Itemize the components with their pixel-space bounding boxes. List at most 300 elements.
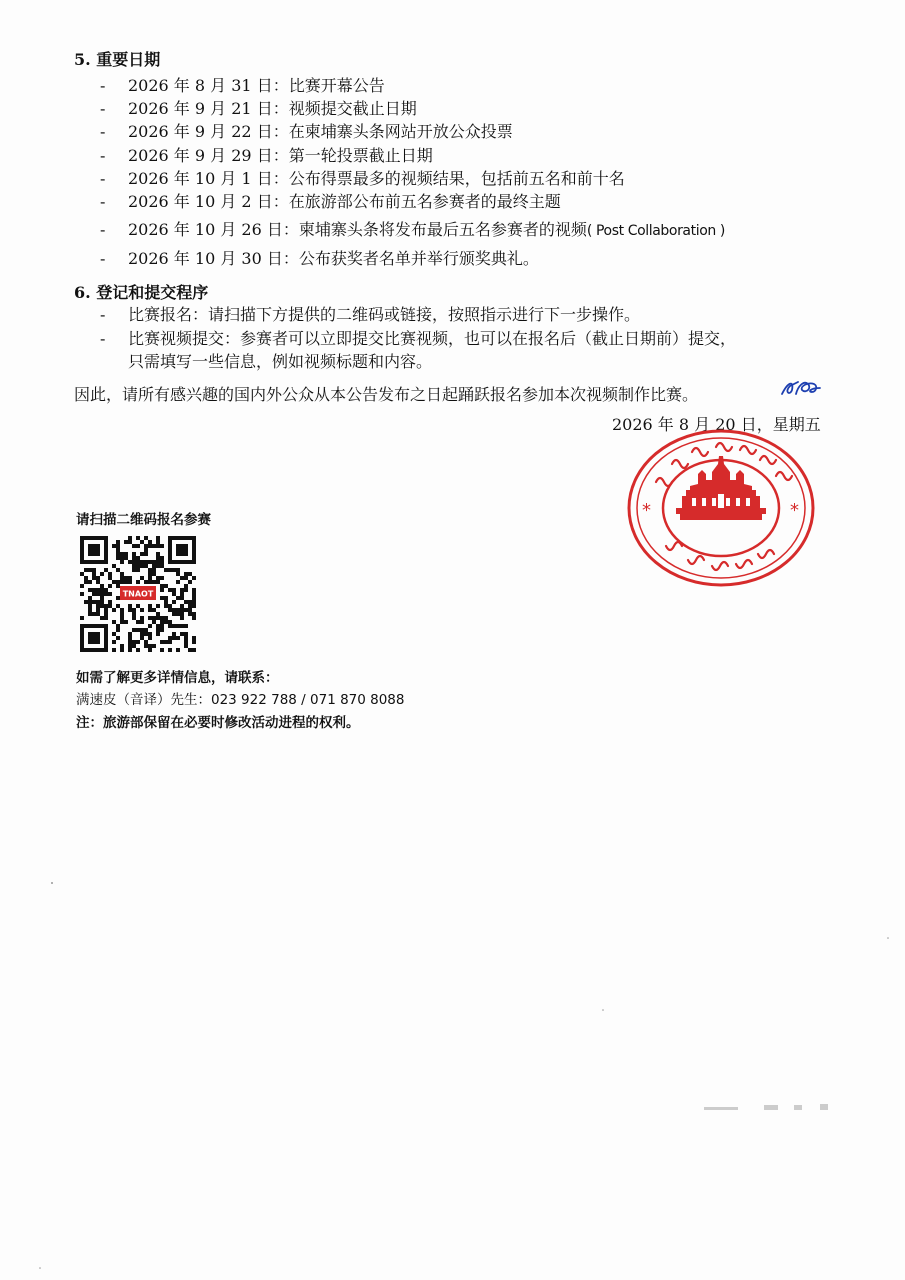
qr-module bbox=[148, 544, 152, 548]
qr-module bbox=[184, 624, 188, 628]
bullet-dash: - bbox=[100, 122, 106, 141]
qr-module bbox=[120, 552, 124, 556]
qr-module bbox=[152, 644, 156, 648]
qr-module bbox=[180, 588, 184, 592]
qr-module bbox=[124, 552, 128, 556]
qr-module bbox=[176, 568, 180, 572]
qr-module bbox=[128, 644, 132, 648]
qr-module bbox=[88, 608, 92, 612]
qr-module bbox=[104, 592, 108, 596]
qr-module bbox=[168, 620, 172, 624]
qr-module bbox=[188, 580, 192, 584]
qr-module bbox=[160, 628, 164, 632]
qr-module bbox=[176, 580, 180, 584]
qr-module bbox=[104, 616, 108, 620]
qr-module bbox=[140, 560, 144, 564]
qr-module bbox=[156, 604, 160, 608]
bullet-dash: - bbox=[100, 76, 106, 95]
qr-module bbox=[96, 600, 100, 604]
qr-module bbox=[132, 640, 136, 644]
qr-module bbox=[140, 564, 144, 568]
qr-module bbox=[120, 576, 124, 580]
qr-module bbox=[80, 572, 84, 576]
qr-module bbox=[136, 544, 140, 548]
qr-module bbox=[116, 580, 120, 584]
qr-module bbox=[136, 536, 140, 540]
qr-module bbox=[176, 624, 180, 628]
qr-module bbox=[164, 640, 168, 644]
qr-module bbox=[104, 612, 108, 616]
qr-module bbox=[120, 644, 124, 648]
qr-module bbox=[104, 568, 108, 572]
qr-module bbox=[184, 644, 188, 648]
qr-module bbox=[116, 552, 120, 556]
qr-module bbox=[140, 616, 144, 620]
qr-module bbox=[156, 580, 160, 584]
qr-module bbox=[140, 552, 144, 556]
qr-module bbox=[192, 588, 196, 592]
qr-module bbox=[124, 576, 128, 580]
qr-module bbox=[168, 648, 172, 652]
qr-module bbox=[140, 608, 144, 612]
qr-module bbox=[84, 600, 88, 604]
qr-module bbox=[84, 580, 88, 584]
qr-module bbox=[144, 564, 148, 568]
qr-module bbox=[108, 584, 112, 588]
qr-module bbox=[112, 648, 116, 652]
qr-module bbox=[148, 632, 152, 636]
qr-module bbox=[172, 624, 176, 628]
qr-module bbox=[160, 620, 164, 624]
qr-module bbox=[104, 588, 108, 592]
qr-module bbox=[128, 640, 132, 644]
qr-module bbox=[148, 580, 152, 584]
procedure-item: 比赛报名：请扫描下方提供的二维码或链接，按照指示进行下一步操作。 bbox=[128, 305, 641, 324]
qr-module bbox=[164, 616, 168, 620]
qr-module bbox=[84, 568, 88, 572]
qr-module bbox=[192, 636, 196, 640]
qr-module bbox=[148, 644, 152, 648]
qr-module bbox=[116, 548, 120, 552]
qr-module bbox=[96, 608, 100, 612]
qr-module bbox=[100, 584, 104, 588]
qr-module bbox=[160, 556, 164, 560]
qr-module bbox=[120, 572, 124, 576]
qr-module bbox=[184, 572, 188, 576]
qr-module bbox=[140, 636, 144, 640]
qr-module bbox=[176, 612, 180, 616]
svg-text:*: * bbox=[790, 500, 799, 521]
qr-module bbox=[112, 632, 116, 636]
qr-module bbox=[96, 604, 100, 608]
qr-module bbox=[132, 560, 136, 564]
qr-module bbox=[96, 612, 100, 616]
qr-module bbox=[172, 600, 176, 604]
qr-module bbox=[128, 636, 132, 640]
qr-module bbox=[172, 568, 176, 572]
qr-module bbox=[156, 576, 160, 580]
qr-logo-text: TNAOT bbox=[122, 589, 154, 599]
qr-module bbox=[148, 568, 152, 572]
qr-module bbox=[172, 612, 176, 616]
qr-module bbox=[172, 608, 176, 612]
bullet-dash: - bbox=[100, 192, 106, 211]
date-item: 2026 年 9 月 22 日：在柬埔寨头条网站开放公众投票 bbox=[128, 122, 513, 141]
qr-module bbox=[116, 544, 120, 548]
qr-module bbox=[140, 632, 144, 636]
qr-module bbox=[100, 596, 104, 600]
qr-module bbox=[128, 632, 132, 636]
qr-module bbox=[92, 612, 96, 616]
qr-module bbox=[192, 640, 196, 644]
qr-module bbox=[156, 552, 160, 556]
qr-module bbox=[148, 636, 152, 640]
qr-module bbox=[132, 608, 136, 612]
qr-module bbox=[120, 648, 124, 652]
qr-module bbox=[120, 560, 124, 564]
qr-module bbox=[156, 616, 160, 620]
qr-module bbox=[136, 628, 140, 632]
qr-module bbox=[152, 568, 156, 572]
qr-module bbox=[168, 636, 172, 640]
qr-module bbox=[144, 628, 148, 632]
qr-module bbox=[96, 576, 100, 580]
qr-module bbox=[136, 640, 140, 644]
qr-module bbox=[164, 596, 168, 600]
date-item: 2026 年 8 月 31 日：比赛开幕公告 bbox=[128, 76, 385, 95]
qr-module bbox=[144, 632, 148, 636]
qr-module bbox=[128, 576, 132, 580]
qr-module bbox=[148, 616, 152, 620]
qr-module bbox=[148, 608, 152, 612]
qr-module bbox=[124, 556, 128, 560]
qr-module bbox=[184, 584, 188, 588]
date-item bbox=[128, 219, 725, 242]
qr-module bbox=[116, 568, 120, 572]
qr-module bbox=[164, 604, 168, 608]
qr-code-image bbox=[78, 534, 198, 654]
qr-module bbox=[116, 636, 120, 640]
qr-module bbox=[84, 576, 88, 580]
stamp-seal bbox=[626, 428, 816, 588]
date-item: 2026 年 10 月 1 日：公布得票最多的视频结果，包括前五名和前十名 bbox=[128, 169, 625, 188]
qr-module bbox=[128, 604, 132, 608]
qr-module bbox=[148, 604, 152, 608]
qr-module bbox=[160, 560, 164, 564]
qr-module bbox=[112, 620, 116, 624]
qr-module bbox=[180, 604, 184, 608]
qr-module bbox=[112, 608, 116, 612]
qr-module bbox=[168, 640, 172, 644]
qr-module bbox=[176, 572, 180, 576]
date-item: 2026 年 10 月 30 日：公布获奖者名单并举行颁奖典礼。 bbox=[128, 249, 539, 268]
qr-module bbox=[168, 604, 172, 608]
qr-module bbox=[148, 572, 152, 576]
qr-module bbox=[160, 584, 164, 588]
qr-module bbox=[160, 624, 164, 628]
qr-module bbox=[112, 544, 116, 548]
qr-module bbox=[156, 612, 160, 616]
qr-module bbox=[96, 580, 100, 584]
qr-module bbox=[132, 544, 136, 548]
qr-module bbox=[148, 576, 152, 580]
qr-module bbox=[88, 612, 92, 616]
qr-module bbox=[148, 648, 152, 652]
qr-module bbox=[128, 560, 132, 564]
qr-module bbox=[164, 600, 168, 604]
qr-module bbox=[172, 636, 176, 640]
qr-module bbox=[108, 604, 112, 608]
signature bbox=[778, 374, 824, 400]
qr-module bbox=[96, 592, 100, 596]
qr-module bbox=[140, 540, 144, 544]
qr-label: 请扫描二维码报名参赛 bbox=[76, 512, 211, 528]
qr-module bbox=[136, 560, 140, 564]
document-date: 2026 年 8 月 20 日，星期五 bbox=[612, 415, 821, 434]
qr-module bbox=[160, 564, 164, 568]
qr-module bbox=[124, 540, 128, 544]
qr-module bbox=[160, 648, 164, 652]
qr-module bbox=[152, 572, 156, 576]
qr-module bbox=[116, 628, 120, 632]
date-item: 2026 年 10 月 2 日：在旅游部公布前五名参赛者的最终主题 bbox=[128, 192, 561, 211]
qr-module bbox=[88, 588, 92, 592]
qr-module bbox=[88, 604, 92, 608]
qr-module bbox=[120, 556, 124, 560]
qr-module bbox=[156, 564, 160, 568]
qr-module bbox=[172, 588, 176, 592]
qr-module bbox=[180, 632, 184, 636]
qr-module bbox=[120, 580, 124, 584]
qr-module bbox=[152, 560, 156, 564]
qr-module bbox=[136, 648, 140, 652]
qr-module bbox=[136, 556, 140, 560]
qr-module bbox=[124, 580, 128, 584]
qr-module bbox=[92, 568, 96, 572]
date-item: 2026 年 9 月 29 日：第一轮投票截止日期 bbox=[128, 146, 433, 165]
qr-module bbox=[128, 580, 132, 584]
qr-module bbox=[168, 608, 172, 612]
qr-module bbox=[172, 592, 176, 596]
qr-module bbox=[116, 540, 120, 544]
qr-module bbox=[116, 624, 120, 628]
svg-text:*: * bbox=[642, 500, 651, 521]
qr-module bbox=[192, 604, 196, 608]
qr-module bbox=[104, 604, 108, 608]
qr-module bbox=[108, 576, 112, 580]
official-stamp bbox=[626, 428, 816, 588]
qr-module bbox=[100, 616, 104, 620]
qr-module bbox=[148, 540, 152, 544]
qr-module bbox=[184, 636, 188, 640]
qr-module bbox=[132, 612, 136, 616]
bullet-dash: - bbox=[100, 305, 106, 324]
qr-module bbox=[156, 628, 160, 632]
post-collaboration-note: ( Post Collaboration ) bbox=[586, 223, 725, 239]
qr-module bbox=[116, 584, 120, 588]
qr-module bbox=[116, 596, 120, 600]
qr-module bbox=[180, 624, 184, 628]
qr-module bbox=[140, 576, 144, 580]
qr-module bbox=[188, 604, 192, 608]
section-6-heading: 6. 登记和提交程序 bbox=[74, 283, 209, 302]
date-item: 2026 年 9 月 21 日：视频提交截止日期 bbox=[128, 99, 417, 118]
qr-module bbox=[148, 624, 152, 628]
bullet-dash: - bbox=[100, 329, 106, 348]
qr-module bbox=[100, 592, 104, 596]
qr-code[interactable] bbox=[78, 534, 198, 654]
qr-module bbox=[92, 592, 96, 596]
qr-module bbox=[100, 600, 104, 604]
bullet-dash: - bbox=[100, 249, 106, 268]
qr-module bbox=[192, 616, 196, 620]
qr-module bbox=[192, 648, 196, 652]
qr-module bbox=[132, 568, 136, 572]
qr-module bbox=[168, 624, 172, 628]
qr-module bbox=[116, 604, 120, 608]
qr-module bbox=[92, 576, 96, 580]
qr-module bbox=[152, 544, 156, 548]
qr-module bbox=[152, 580, 156, 584]
qr-module bbox=[188, 648, 192, 652]
procedure-item-continued: 只需填写一些信息，例如视频标题和内容。 bbox=[128, 352, 433, 371]
qr-module bbox=[184, 600, 188, 604]
qr-module bbox=[160, 616, 164, 620]
qr-module bbox=[184, 632, 188, 636]
qr-module bbox=[116, 556, 120, 560]
qr-module bbox=[136, 580, 140, 584]
qr-module bbox=[160, 588, 164, 592]
qr-module bbox=[128, 540, 132, 544]
qr-module bbox=[100, 572, 104, 576]
qr-module bbox=[144, 536, 148, 540]
qr-module bbox=[180, 576, 184, 580]
qr-module bbox=[148, 560, 152, 564]
qr-module bbox=[164, 584, 168, 588]
qr-module bbox=[156, 536, 160, 540]
qr-module bbox=[164, 568, 168, 572]
qr-module bbox=[88, 596, 92, 600]
qr-module bbox=[88, 580, 92, 584]
qr-module bbox=[132, 616, 136, 620]
qr-module bbox=[192, 600, 196, 604]
bullet-dash: - bbox=[100, 220, 106, 239]
qr-module bbox=[160, 576, 164, 580]
qr-module bbox=[152, 620, 156, 624]
qr-module bbox=[156, 540, 160, 544]
qr-module bbox=[188, 572, 192, 576]
qr-module bbox=[160, 596, 164, 600]
qr-module bbox=[180, 608, 184, 612]
qr-module bbox=[168, 588, 172, 592]
qr-module bbox=[192, 592, 196, 596]
date-item-text: 2026 年 10 月 26 日：柬埔寨头条将发布最后五名参赛者的视频 bbox=[128, 220, 587, 239]
qr-module bbox=[144, 548, 148, 552]
qr-module bbox=[104, 608, 108, 612]
qr-module bbox=[132, 644, 136, 648]
qr-module bbox=[180, 592, 184, 596]
qr-module bbox=[92, 600, 96, 604]
qr-module bbox=[192, 612, 196, 616]
qr-module bbox=[88, 568, 92, 572]
qr-module bbox=[160, 640, 164, 644]
qr-module bbox=[96, 588, 100, 592]
qr-module bbox=[136, 620, 140, 624]
qr-module bbox=[172, 632, 176, 636]
qr-module bbox=[188, 608, 192, 612]
qr-module bbox=[140, 628, 144, 632]
qr-module bbox=[188, 600, 192, 604]
qr-module bbox=[108, 572, 112, 576]
section-5-heading: 5. 重要日期 bbox=[74, 50, 161, 69]
qr-module bbox=[144, 544, 148, 548]
qr-module bbox=[152, 564, 156, 568]
qr-module bbox=[144, 552, 148, 556]
qr-module bbox=[128, 536, 132, 540]
bullet-dash: - bbox=[100, 169, 106, 188]
qr-module bbox=[136, 568, 140, 572]
qr-module bbox=[80, 584, 84, 588]
qr-module bbox=[144, 580, 148, 584]
qr-module bbox=[88, 600, 92, 604]
qr-module bbox=[160, 544, 164, 548]
qr-module bbox=[112, 564, 116, 568]
qr-module bbox=[156, 560, 160, 564]
qr-module bbox=[100, 588, 104, 592]
qr-module bbox=[80, 592, 84, 596]
qr-module bbox=[132, 564, 136, 568]
qr-module bbox=[176, 648, 180, 652]
qr-module bbox=[184, 588, 188, 592]
qr-module bbox=[144, 644, 148, 648]
disclaimer-note: 注：旅游部保留在必要时修改活动进程的权利。 bbox=[76, 715, 360, 731]
qr-module bbox=[156, 556, 160, 560]
procedure-item: 比赛视频提交：参赛者可以立即提交比赛视频，也可以在报名后（截止日期前）提交， bbox=[128, 329, 737, 348]
bullet-dash: - bbox=[100, 146, 106, 165]
qr-module bbox=[152, 616, 156, 620]
closing-paragraph: 因此，请所有感兴趣的国内外公众从本公告发布之日起踊跃报名参加本次视频制作比赛。 bbox=[74, 385, 699, 404]
qr-module bbox=[180, 616, 184, 620]
qr-module bbox=[180, 612, 184, 616]
qr-module bbox=[124, 620, 128, 624]
qr-module bbox=[180, 596, 184, 600]
qr-module bbox=[128, 648, 132, 652]
qr-module bbox=[156, 544, 160, 548]
qr-module bbox=[100, 604, 104, 608]
qr-module bbox=[144, 560, 148, 564]
qr-module bbox=[140, 620, 144, 624]
qr-module bbox=[92, 572, 96, 576]
qr-module bbox=[112, 640, 116, 644]
qr-module bbox=[176, 608, 180, 612]
qr-module bbox=[136, 604, 140, 608]
qr-module bbox=[80, 616, 84, 620]
qr-module bbox=[144, 640, 148, 644]
qr-module bbox=[120, 620, 124, 624]
contact-intro: 如需了解更多详情信息，请联系： bbox=[76, 670, 279, 686]
contact-phone: 满速皮（音译）先生：023 922 788 / 071 870 8088 bbox=[76, 692, 405, 708]
qr-module bbox=[132, 552, 136, 556]
qr-module bbox=[108, 592, 112, 596]
qr-module bbox=[188, 612, 192, 616]
qr-module bbox=[176, 596, 180, 600]
qr-module bbox=[128, 608, 132, 612]
qr-module bbox=[156, 624, 160, 628]
qr-module bbox=[120, 612, 124, 616]
qr-module bbox=[168, 568, 172, 572]
qr-module bbox=[152, 608, 156, 612]
qr-module bbox=[164, 620, 168, 624]
